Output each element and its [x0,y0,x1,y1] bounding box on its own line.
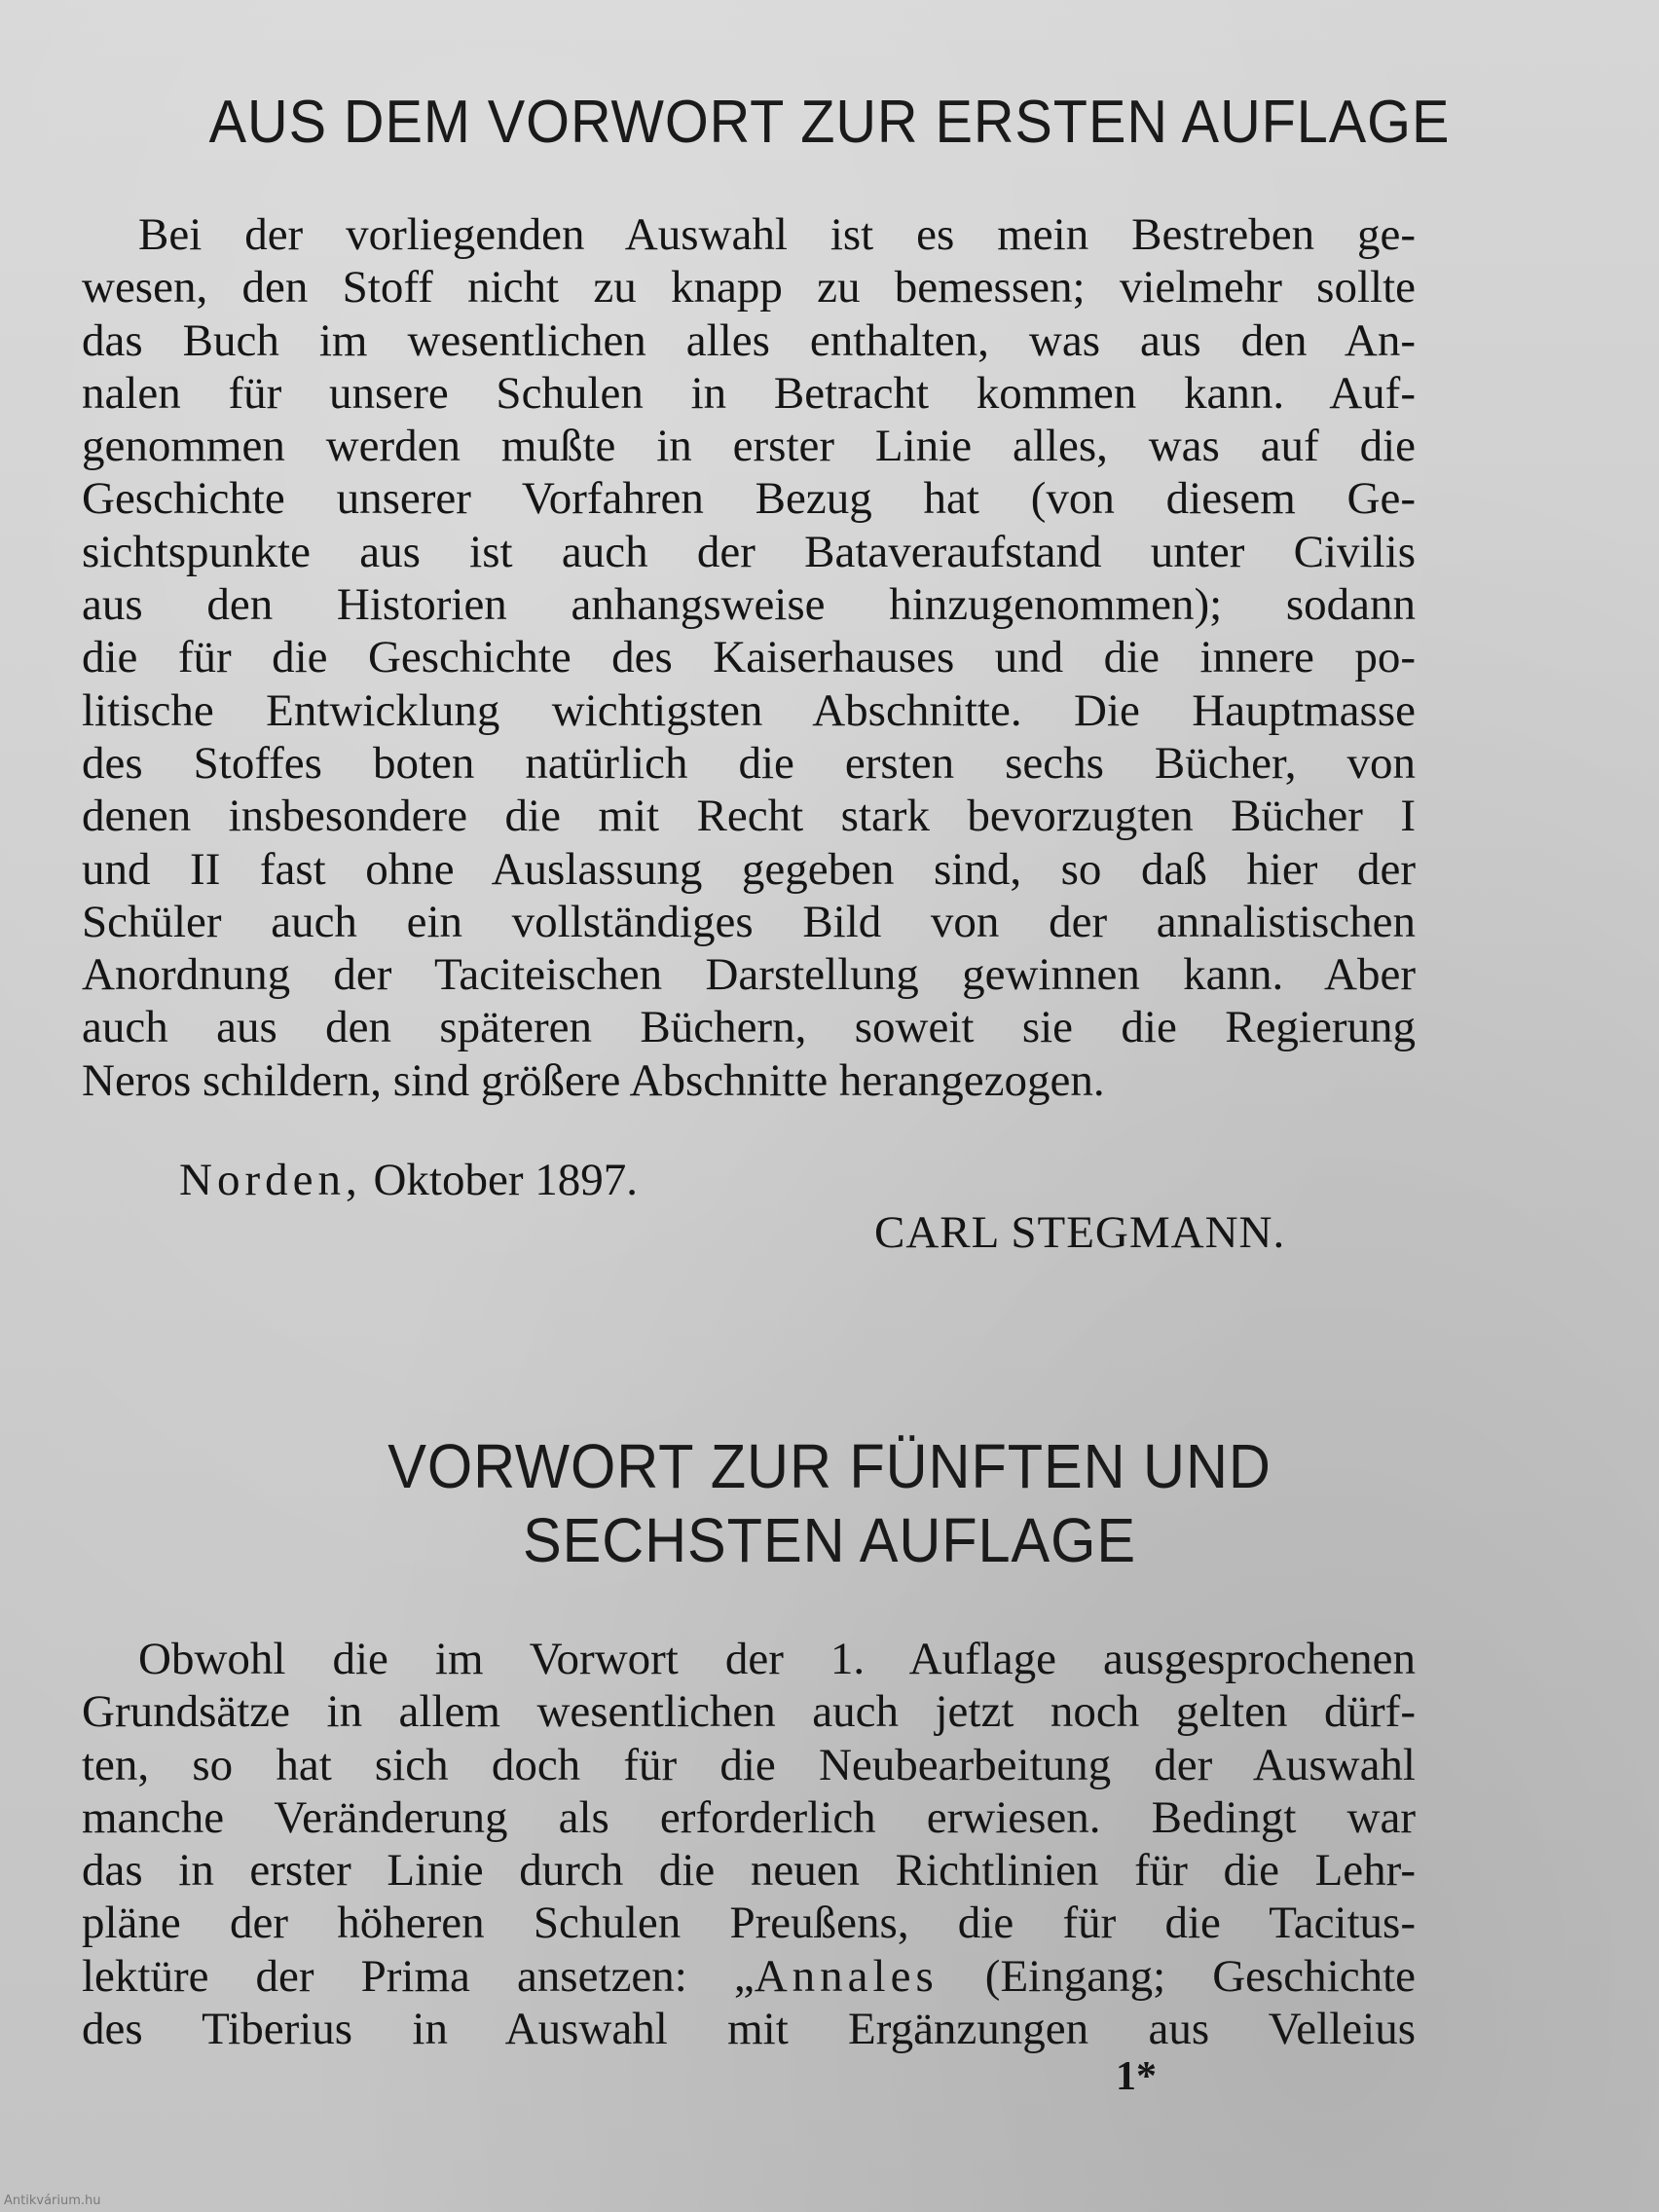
text-line: manche Veränderung als erforderlich erwiesen. Bedingt war [82,1791,1416,1843]
author-signature: CARL STEGMANN. [874,1207,1286,1258]
text-line: genommen werden mußte in erster Linie alles, was auf die [82,421,1416,472]
text-line: das in erster Linie durch die neuen Richtlinien für die Lehr- [82,1845,1416,1897]
text-line: das Buch im wesentlichen alles enthalten, was aus den An- [82,314,1416,366]
preface-first-edition-text [82,208,1416,1107]
text-line: Geschichte unserer Vorfahren Bezug hat (von diesem Ge- [82,473,1416,525]
heading-line: SECHSTEN AUFLAGE [522,1505,1137,1575]
text-line: aus den Historien anhangsweise hinzugenommen); sodann [82,579,1416,631]
section-heading-first-edition: AUS DEM VORWORT ZUR ERSTEN AUFLAGE [208,89,1451,156]
text-line: Schüler auch ein vollständiges Bild von der annalistischen [82,896,1416,947]
text-line: denen insbesondere die mit Recht stark bevorzugten Bücher I [82,791,1416,842]
text-line: und II fast ohne Auslassung gegeben sind, so daß hier der [82,843,1416,895]
heading-line: VORWORT ZUR FÜNFTEN UND [387,1431,1272,1501]
place-and-date [179,1153,638,1207]
text-line: sichtspunkte aus ist auch der Bataveraufstand unter Civilis [82,526,1416,577]
watermark: Antikvárium.hu [4,2194,101,2208]
text-line: auch aus den späteren Büchern, soweit sie die Regierung [82,1002,1416,1053]
text-line: pläne der höheren Schulen Preußens, die für die Tacitus- [82,1898,1416,1949]
text-line: Grundsätze in allem wesentlichen auch jetzt noch gelten dürf- [82,1686,1416,1738]
text-line: Bei der vorliegenden Auswahl ist es mein Bestreben ge- [138,209,1416,260]
line-start: lektüre der Prima ansetzen: „ [82,1950,755,2002]
text-line [82,1950,1416,2003]
text-line: die für die Geschichte des Kaiserhauses und die innere po- [82,632,1416,683]
section-heading-fifth-sixth-edition [58,1429,1602,1577]
text-line: ten, so hat sich doch für die Neubearbeitung der Auswahl [82,1739,1416,1790]
text-line: Obwohl die im Vorwort der 1. Auflage ausgesprochenen [138,1634,1416,1684]
place: Norden, [179,1155,362,1205]
spaced-title-annales: Annales [754,1950,939,2002]
text-line: litische Entwicklung wichtigsten Abschnitte. Die Hauptmasse [82,684,1416,736]
page-number: 1* [1116,2054,1157,2099]
preface-fifth-sixth-edition-text [82,1633,1416,2055]
line-end: (Eingang; Geschichte [938,1950,1416,2002]
text-line: des Tiberius in Auswahl mit Ergänzungen aus Velleius [82,2004,1416,2055]
text-line: des Stoffes boten natürlich die ersten sechs Bücher, von [82,737,1416,789]
text-line: nalen für unsere Schulen in Betracht kommen kann. Auf- [82,367,1416,419]
text-line: Neros schildern, sind größere Abschnitte herangezogen. [82,1054,1105,1106]
text-line: wesen, den Stoff nicht zu knapp zu bemessen; vielmehr sollte [82,262,1416,313]
text-line: Anordnung der Taciteischen Darstellung gewinnen kann. Aber [82,949,1416,1001]
date: Oktober 1897. [373,1155,638,1205]
